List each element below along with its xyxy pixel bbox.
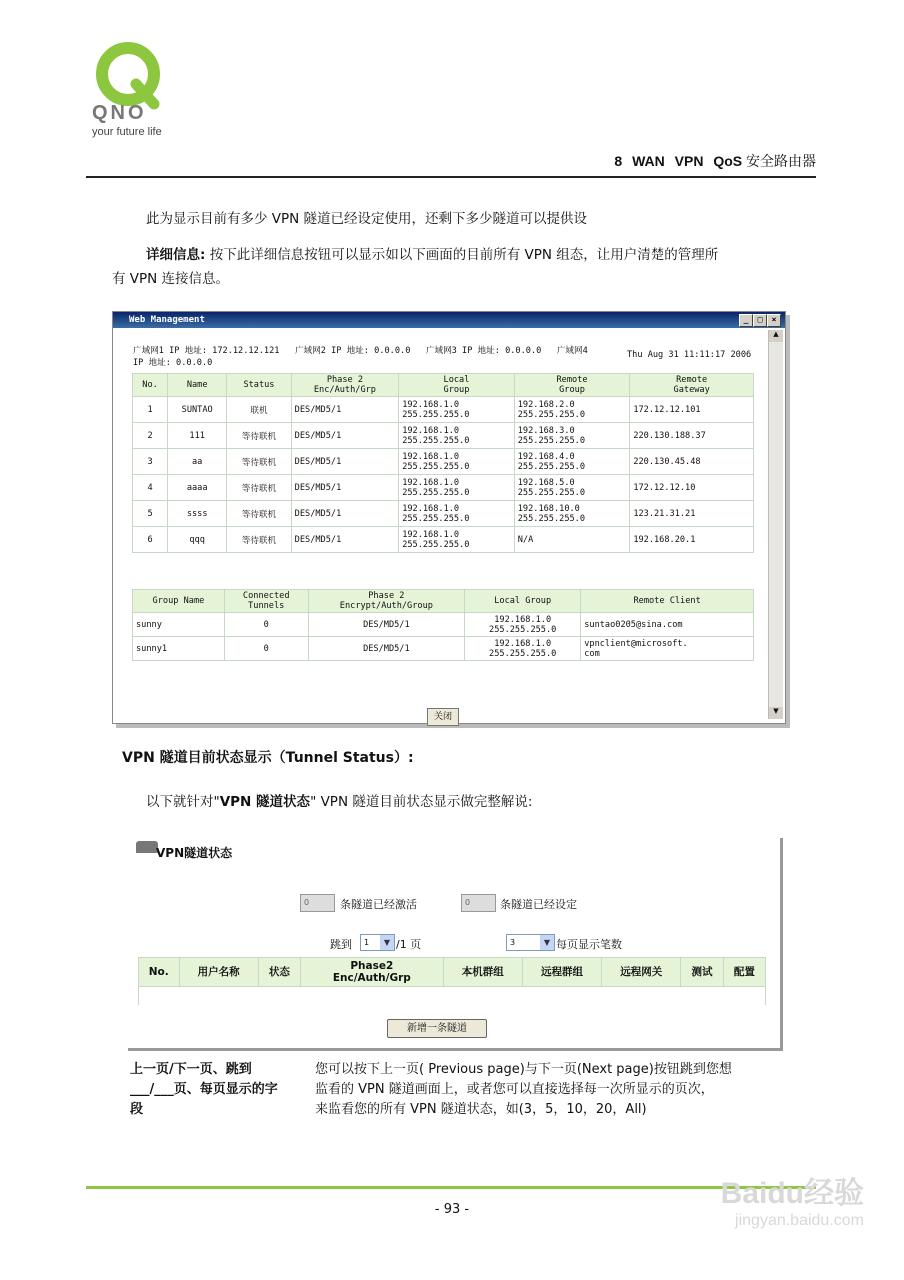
tunnel-cell: 等待联机 xyxy=(227,449,291,475)
close-button[interactable]: 关闭 xyxy=(427,708,459,726)
logo-tagline: your future life xyxy=(92,126,162,138)
status-column-header: 本机群组 xyxy=(443,958,522,987)
per-page-label: 每页显示笔数 xyxy=(556,938,622,951)
tunnel-cell: 123.21.31.21 xyxy=(630,501,754,527)
tunnel-table xyxy=(132,373,754,553)
tunnel-cell: 3 xyxy=(133,449,168,475)
header-rule xyxy=(86,176,816,178)
tunnel-cell: ssss xyxy=(168,501,227,527)
tunnel-cell: SUNTAO xyxy=(168,397,227,423)
tunnel-cell: DES/MD5/1 xyxy=(291,449,399,475)
tunnel-cell: 192.168.1.0 255.255.255.0 xyxy=(399,527,515,553)
tunnel-cell: DES/MD5/1 xyxy=(291,501,399,527)
scroll-up-icon[interactable]: ▲ xyxy=(769,330,783,342)
tunnel-header: Remote Group xyxy=(514,374,630,397)
group-header: Remote Client xyxy=(581,590,754,613)
status-column-header: Phase2 Enc/Auth/Grp xyxy=(301,958,444,987)
set-label: 条隧道已经设定 xyxy=(500,898,577,911)
tunnel-cell: DES/MD5/1 xyxy=(291,527,399,553)
tunnel-row xyxy=(133,475,754,501)
tunnel-cell: DES/MD5/1 xyxy=(291,423,399,449)
add-tunnel-button[interactable]: 新增一条隧道 xyxy=(387,1019,487,1038)
tunnel-cell: qqq xyxy=(168,527,227,553)
group-header: Connected Tunnels xyxy=(224,590,308,613)
maximize-icon[interactable]: □ xyxy=(753,314,767,327)
scroll-down-icon[interactable]: ▼ xyxy=(769,707,783,719)
tunnel-cell: 1 xyxy=(133,397,168,423)
detail-term: 详细信息: xyxy=(146,247,206,263)
tunnel-cell: 192.168.1.0 255.255.255.0 xyxy=(399,397,515,423)
tunnel-header: Remote Gateway xyxy=(630,374,754,397)
tunnel-cell: 等待联机 xyxy=(227,501,291,527)
set-count-field: 0 xyxy=(461,894,496,912)
status-column-header: 远程网关 xyxy=(602,958,681,987)
status-column-header: 远程群组 xyxy=(522,958,601,987)
group-cell: 0 xyxy=(224,613,308,637)
paragraph-tunnel-count: 此为显示目前有多少 VPN 隧道已经设定使用，还剩下多少隧道可以提供设 xyxy=(146,211,588,227)
tunnel-cell: 4 xyxy=(133,475,168,501)
close-window-icon[interactable]: × xyxy=(767,314,781,327)
tunnel-cell: 192.168.5.0 255.255.255.0 xyxy=(514,475,630,501)
page-header xyxy=(614,151,816,171)
panel-title: VPN隧道状态 xyxy=(156,846,233,860)
tunnel-cell: 172.12.12.101 xyxy=(630,397,754,423)
page-select[interactable]: 1 ▼ xyxy=(360,934,395,951)
tunnel-row xyxy=(133,501,754,527)
tunnel-row xyxy=(133,397,754,423)
tunnel-row xyxy=(133,449,754,475)
status-column-header: 状态 xyxy=(258,958,300,987)
tunnel-cell: 2 xyxy=(133,423,168,449)
group-header: Local Group xyxy=(465,590,581,613)
group-row xyxy=(133,613,754,637)
group-cell: DES/MD5/1 xyxy=(308,637,465,661)
group-cell: DES/MD5/1 xyxy=(308,613,465,637)
group-cell: sunny1 xyxy=(133,637,225,661)
tunnel-cell: 等待联机 xyxy=(227,423,291,449)
active-count-field: 0 xyxy=(300,894,335,912)
paragraph-detail: 详细信息: 按下此详细信息按钮可以显示如以下画面的目前所有 VPN 组态，让用户清楚的管理所 有 VPN 连接信息。 xyxy=(112,247,719,287)
tunnel-cell: 等待联机 xyxy=(227,475,291,501)
tunnel-cell: 192.168.4.0 255.255.255.0 xyxy=(514,449,630,475)
minimize-icon[interactable]: _ xyxy=(739,314,753,327)
wan-ip-line2: IP 地址: 0.0.0.0 xyxy=(133,358,213,368)
tunnel-header: Local Group xyxy=(399,374,515,397)
status-column-header: 测试 xyxy=(681,958,723,987)
chevron-down-icon: ▼ xyxy=(540,935,554,950)
watermark-url: jingyan.baidu.com xyxy=(735,1212,864,1229)
tunnel-cell: 192.168.1.0 255.255.255.0 xyxy=(399,475,515,501)
baidu-watermark xyxy=(721,1168,864,1230)
tunnel-cell: aaaa xyxy=(168,475,227,501)
tunnel-cell: 220.130.45.48 xyxy=(630,449,754,475)
window-titlebar xyxy=(113,312,785,328)
web-management-window xyxy=(112,311,786,724)
tunnel-header: Phase 2 Enc/Auth/Grp xyxy=(291,374,399,397)
tunnel-cell: N/A xyxy=(514,527,630,553)
tunnel-cell: 111 xyxy=(168,423,227,449)
group-header: Group Name xyxy=(133,590,225,613)
group-cell: vpnclient@microsoft. com xyxy=(581,637,754,661)
tunnel-cell: 220.130.188.37 xyxy=(630,423,754,449)
header-model: 8 WAN VPN QoS xyxy=(614,153,743,169)
footer-rule xyxy=(86,1186,816,1189)
chevron-down-icon: ▼ xyxy=(380,935,394,950)
tunnel-cell: 192.168.20.1 xyxy=(630,527,754,553)
status-table xyxy=(138,957,766,1005)
status-column-header: 配置 xyxy=(723,958,765,987)
tunnel-cell: 192.168.1.0 255.255.255.0 xyxy=(399,423,515,449)
tunnel-cell: 6 xyxy=(133,527,168,553)
tunnel-header: Status xyxy=(227,374,291,397)
tunnel-cell: 192.168.2.0 255.255.255.0 xyxy=(514,397,630,423)
tunnel-cell: 192.168.1.0 255.255.255.0 xyxy=(399,449,515,475)
wan-ip-line1: 广域网1 IP 地址: 172.12.12.121 广域网2 IP 地址: 0.0.0.0 广域网3 IP 地址: 0.0.0.0 广域网4 xyxy=(133,346,588,356)
watermark-brand: Baidu经验 xyxy=(720,1177,864,1210)
section-title: VPN 隧道目前状态显示（Tunnel Status）: xyxy=(122,750,414,766)
active-label: 条隧道已经激活 xyxy=(340,898,417,911)
header-product: 安全路由器 xyxy=(746,153,816,169)
page-suffix: /1 页 xyxy=(396,938,422,951)
tunnel-cell: 联机 xyxy=(227,397,291,423)
tunnel-cell: 5 xyxy=(133,501,168,527)
desc-term: 上一页/下一页、跳到 ___/___页、每页显示的字 段 xyxy=(130,1062,278,1117)
panel-folder-icon xyxy=(136,841,158,853)
group-row xyxy=(133,637,754,661)
jump-label: 跳到 xyxy=(330,938,352,951)
vpn-status-panel xyxy=(128,838,783,1051)
per-page-select[interactable]: 3 ▼ xyxy=(506,934,555,951)
group-cell: 192.168.1.0 255.255.255.0 xyxy=(465,637,581,661)
intro-paragraph: 以下就针对"VPN 隧道状态" VPN 隧道目前状态显示做完整解说: xyxy=(146,794,533,810)
intro-bold: VPN 隧道状态 xyxy=(219,794,311,810)
tunnel-header: Name xyxy=(168,374,227,397)
status-column-header: No. xyxy=(139,958,180,987)
tunnel-cell: 等待联机 xyxy=(227,527,291,553)
tunnel-cell: aa xyxy=(168,449,227,475)
tunnel-cell: 172.12.12.10 xyxy=(630,475,754,501)
group-table xyxy=(132,589,754,661)
tunnel-cell: DES/MD5/1 xyxy=(291,475,399,501)
group-cell: sunny xyxy=(133,613,225,637)
window-scrollbar[interactable] xyxy=(768,330,783,719)
status-column-header: 用户名称 xyxy=(179,958,258,987)
tunnel-cell: DES/MD5/1 xyxy=(291,397,399,423)
group-cell: 0 xyxy=(224,637,308,661)
qno-logo xyxy=(88,40,168,140)
group-cell: 192.168.1.0 255.255.255.0 xyxy=(465,613,581,637)
group-cell: suntao0205@sina.com xyxy=(581,613,754,637)
tunnel-row xyxy=(133,527,754,553)
group-header: Phase 2 Encrypt/Auth/Group xyxy=(308,590,465,613)
page-number: - 93 - xyxy=(434,1202,470,1217)
tunnel-cell: 192.168.3.0 255.255.255.0 xyxy=(514,423,630,449)
tunnel-row xyxy=(133,423,754,449)
logo-wordmark: QNO xyxy=(92,102,147,124)
window-content xyxy=(117,330,767,722)
tunnel-cell: 192.168.1.0 255.255.255.0 xyxy=(399,501,515,527)
tunnel-cell: 192.168.10.0 255.255.255.0 xyxy=(514,501,630,527)
desc-text: 您可以按下上一页( Previous page)与下一页(Next page)按钮跳到您想 监看的 VPN 隧道画面上，或者您可以直接选择每一次所显示的页次， 来监看您的所有 VPN 隧道状态，如(3，5，10，20，All) xyxy=(315,1062,732,1117)
tunnel-header: No. xyxy=(133,374,168,397)
window-title: Web Management xyxy=(129,315,205,325)
datetime: Thu Aug 31 11:11:17 2006 xyxy=(627,350,752,360)
